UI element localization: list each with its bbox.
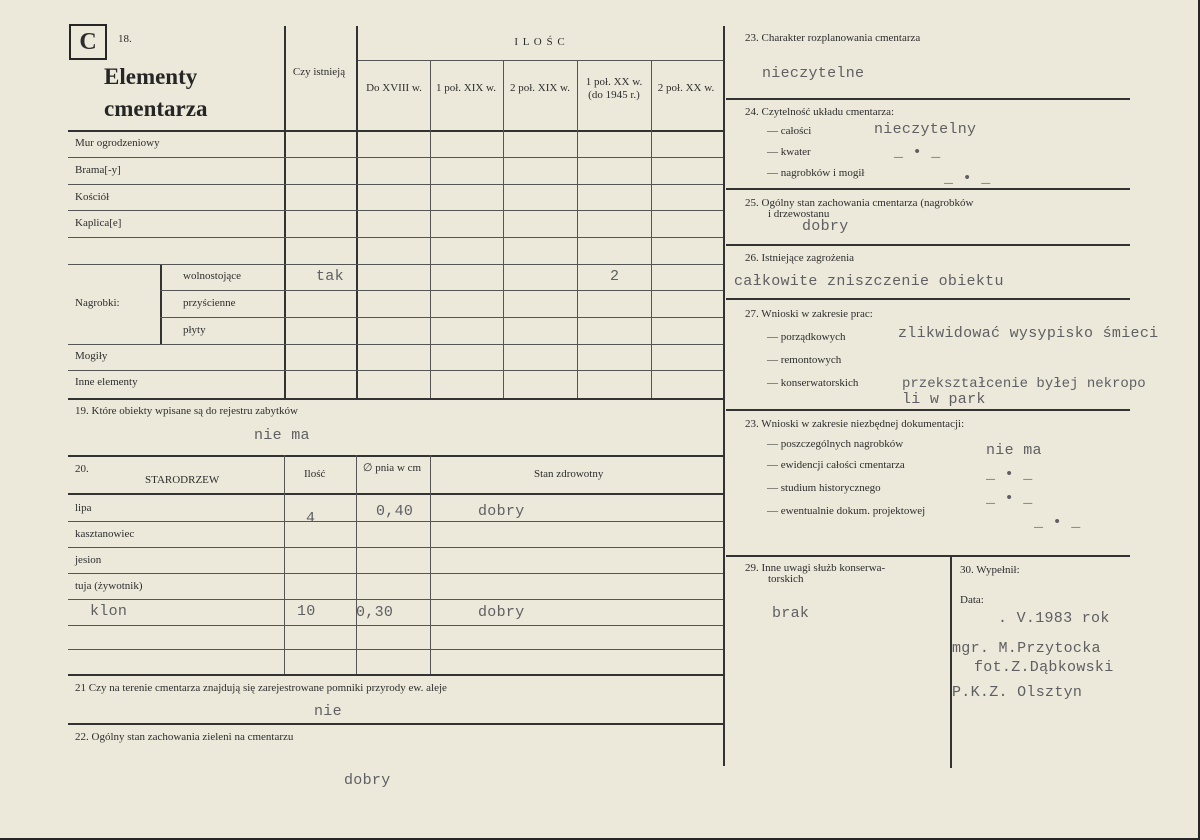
- q24-kwater: — kwater: [767, 146, 811, 158]
- q24-label: 24. Czytelność układu cmentarza:: [745, 106, 895, 118]
- tree-stan-klon: dobry: [478, 604, 525, 621]
- rule-q29-q30-divider: [950, 556, 952, 768]
- rule-row-9: [68, 370, 724, 371]
- q28-studium: — studium historycznego: [767, 482, 881, 494]
- q29-line-1: 29. Inne uwagi służb konserwa-: [745, 562, 886, 574]
- rule-row-5: [68, 264, 724, 265]
- header-col-xviii: Do XVIII w.: [366, 82, 422, 94]
- q28-studium-value: _ • _: [986, 490, 1033, 507]
- rule-q28-bottom: [726, 555, 1130, 557]
- rule-header-bottom: [68, 130, 724, 132]
- q24-calosci-value: nieczytelny: [874, 121, 977, 138]
- rule-tree-2: [68, 547, 724, 548]
- rule-row-8: [68, 344, 724, 345]
- rule-col-c1: [356, 26, 358, 398]
- rule-row-4: [68, 237, 724, 238]
- tree-name-tuja: tuja (żywotnik): [75, 580, 143, 592]
- rule-q20-col-2: [356, 455, 357, 674]
- rule-center-divider: [723, 26, 725, 766]
- q30-label: 30. Wypełnił:: [960, 564, 1020, 576]
- tree-name-jesion: jesion: [75, 554, 102, 566]
- q30-data-value: . V.1983 rok: [998, 610, 1110, 627]
- tree-ilosc-klon: 10: [297, 603, 316, 620]
- row-plyty: płyty: [183, 324, 206, 336]
- q27-porzadkowych: — porządkowych: [767, 331, 846, 343]
- row-przyscienne: przyścienne: [183, 297, 236, 309]
- header-czy-istnieja: Czy istnieją: [292, 66, 346, 78]
- rule-col-c2: [430, 60, 431, 398]
- q24-nagrobkow-value: _ • _: [944, 170, 991, 187]
- row-brama: Brama[-y]: [75, 164, 121, 176]
- rule-q20-col-3: [430, 455, 431, 674]
- rule-table-bottom: [68, 398, 724, 400]
- rule-tree-1: [68, 521, 724, 522]
- q21-label: 21 Czy na terenie cmentarza znajdują się zarejestrowane pomniki przyrody ew. aleje: [75, 682, 447, 694]
- header-col-1pol-xix: 1 poł. XIX w.: [435, 82, 497, 94]
- q24-calosci: — całości: [767, 125, 812, 137]
- row-inne: Inne elementy: [75, 376, 138, 388]
- q27-konserwatorskich: — konserwatorskich: [767, 377, 859, 389]
- row-kaplica: Kaplica[e]: [75, 217, 122, 229]
- rule-row-6: [160, 290, 724, 291]
- q28-ewidencji-value: _ • _: [986, 466, 1033, 483]
- rule-nagrobki-split: [160, 264, 162, 344]
- rule-q26-bottom: [726, 298, 1130, 300]
- q28-projektowej-value: _ • _: [1034, 514, 1081, 531]
- q27-konserwatorskich-value-2: li w park: [902, 391, 986, 408]
- q26-label: 26. Istniejące zagrożenia: [745, 252, 855, 264]
- rule-col-c5: [651, 60, 652, 398]
- q20-label: STARODRZEW: [145, 474, 220, 486]
- value-wolnostojace-czy: tak: [316, 268, 344, 285]
- q24-kwater-value: _ • _: [894, 144, 941, 161]
- q30-person-1: mgr. M.Przytocka: [952, 640, 1101, 657]
- tree-pien-lipa: 0,40: [376, 503, 414, 520]
- row-kosciol: Kościół: [75, 191, 110, 203]
- q28-ewidencji: — ewidencji całości cmentarza: [767, 459, 905, 471]
- q23-value: nieczytelne: [762, 65, 865, 82]
- rule-q27-bottom: [726, 409, 1130, 411]
- header-col-2pol-xix: 2 poł. XIX w.: [509, 82, 571, 94]
- q27-label: 27. Wnioski w zakresie prac:: [745, 308, 873, 320]
- q19-label: 19. Które obiekty wpisane są do rejestru zabytków: [75, 405, 298, 417]
- q28-poszczegolnych-value: nie ma: [986, 442, 1042, 459]
- rule-tree-3: [68, 573, 724, 574]
- tree-name-klon: klon: [90, 603, 128, 620]
- header-ilosc: I L O Ś C: [514, 36, 566, 48]
- rule-q22-top: [68, 723, 724, 725]
- title-line-2: cmentarza: [104, 96, 208, 121]
- q25-line-2: i drzewostanu: [768, 208, 830, 220]
- section-letter: C: [69, 24, 107, 60]
- q27-remontowych: — remontowych: [767, 354, 842, 366]
- tree-name-lipa: lipa: [75, 502, 92, 514]
- q20-header-pien: ∅ pnia w cm: [362, 462, 422, 474]
- tree-pien-klon: 0,30: [356, 604, 394, 621]
- title-line-1: Elementy: [104, 64, 198, 89]
- q24-nagrobkow: — nagrobków i mogił: [767, 167, 865, 179]
- rule-col-c4: [577, 60, 578, 398]
- section-number: 18.: [118, 33, 132, 45]
- rule-q23-bottom: [726, 98, 1130, 100]
- header-col-2pol-xx: 2 poł. XX w.: [657, 82, 715, 94]
- rule-q21-top: [68, 674, 724, 676]
- q23-label: 23. Charakter rozplanowania cmentarza: [745, 32, 921, 44]
- row-mur: Mur ogrodzeniowy: [75, 137, 160, 149]
- row-mogily: Mogiły: [75, 350, 108, 362]
- q21-value: nie: [314, 703, 342, 720]
- q28-poszczegolnych: — poszczególnych nagrobków: [767, 438, 904, 450]
- q29-line-2: torskich: [768, 573, 804, 585]
- rule-q24-bottom: [726, 188, 1130, 190]
- rule-row-2: [68, 184, 724, 185]
- q26-value: całkowite zniszczenie obiektu: [734, 273, 1004, 290]
- value-wolnostojace-1pol-xx: 2: [610, 268, 620, 285]
- q28-projektowej: — ewentualnie dokum. projektowej: [767, 505, 926, 517]
- rule-tree-6: [68, 649, 724, 650]
- rule-row-3: [68, 210, 724, 211]
- header-col-1pol-xx: 1 poł. XX w. (do 1945 r.): [585, 76, 643, 101]
- rule-q20-col-1: [284, 455, 285, 674]
- row-wolnostojace: wolnostojące: [183, 270, 242, 282]
- rule-row-1: [68, 157, 724, 158]
- rule-tree-5: [68, 625, 724, 626]
- q22-value: dobry: [344, 772, 391, 789]
- rule-col-c3: [503, 60, 504, 398]
- q19-value: nie ma: [254, 427, 310, 444]
- q27-porzadkowych-value: zlikwidować wysypisko śmieci: [898, 325, 1159, 342]
- q25-line-1: 25. Ogólny stan zachowania cmentarza (nagrobków: [745, 197, 974, 209]
- rule-q25-bottom: [726, 244, 1130, 246]
- rule-tree-4: [68, 599, 724, 600]
- rule-row-7: [160, 317, 724, 318]
- q29-value: brak: [772, 605, 810, 622]
- q27-konserwatorskich-value-1: przekształcenie byłej nekropo: [902, 376, 1146, 392]
- q25-value: dobry: [802, 218, 849, 235]
- rule-q20-header: [68, 493, 724, 495]
- q30-data-label: Data:: [960, 594, 984, 606]
- row-nagrobki: Nagrobki:: [75, 297, 120, 309]
- q30-person-2: fot.Z.Dąbkowski: [974, 659, 1114, 676]
- q20-header-ilosc: Ilość: [304, 468, 326, 480]
- rule-ilosc-sub: [358, 60, 724, 61]
- rule-col-czy: [284, 26, 286, 398]
- q20-header-stan: Stan zdrowotny: [534, 468, 604, 480]
- q22-label: 22. Ogólny stan zachowania zieleni na cmentarzu: [75, 731, 294, 743]
- q28-label: 23. Wnioski w zakresie niezbędnej dokumentacji:: [745, 418, 965, 430]
- tree-name-kasztanowiec: kasztanowiec: [75, 528, 135, 540]
- q30-institution: P.K.Z. Olsztyn: [952, 684, 1083, 701]
- q20-number: 20.: [75, 463, 89, 475]
- rule-q20-top: [68, 455, 724, 457]
- tree-stan-lipa: dobry: [478, 503, 525, 520]
- tree-ilosc-lipa: 4: [306, 510, 316, 527]
